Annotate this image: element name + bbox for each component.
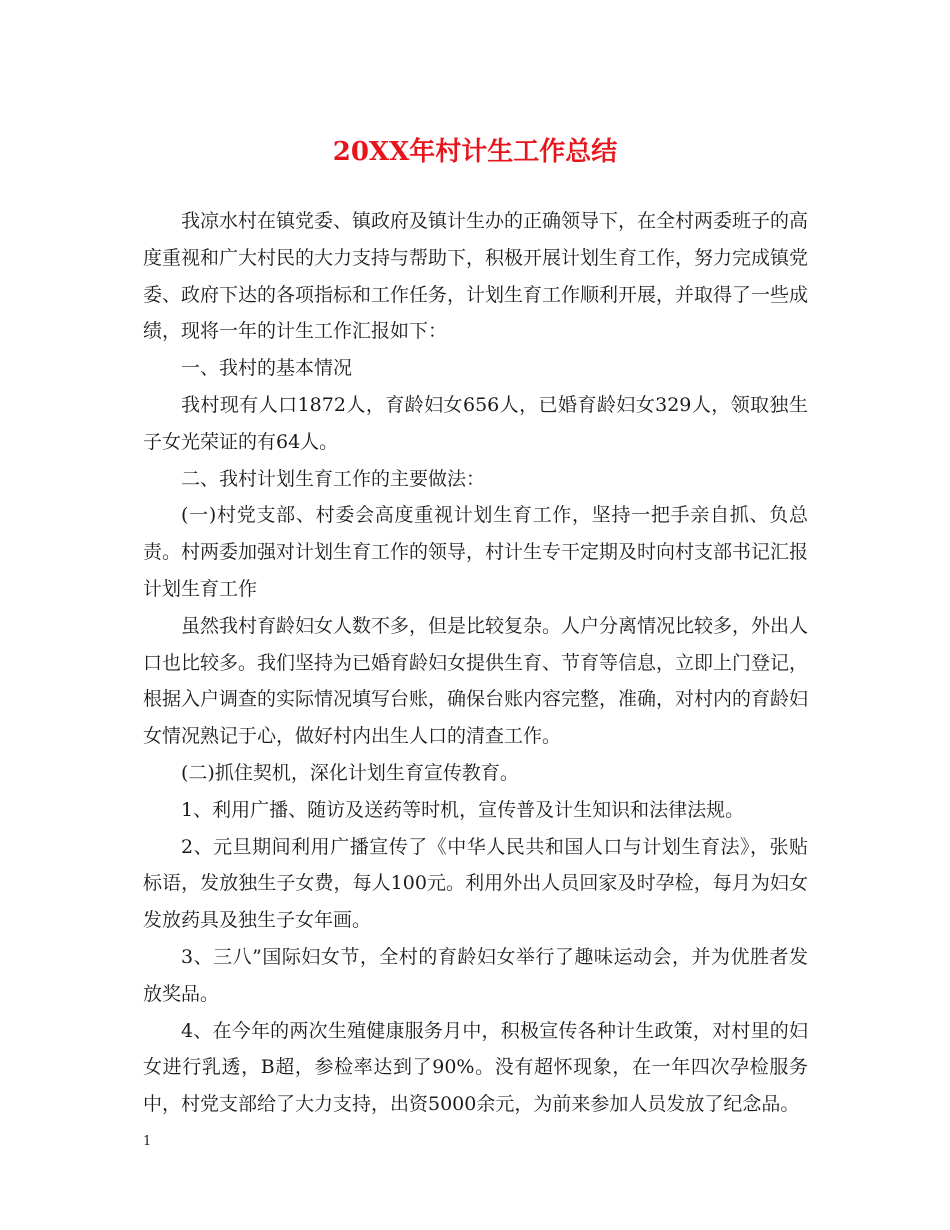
document-title: 20XX年村计生工作总结 [332,137,618,167]
list-item-1: 1、利用广播、随访及送药等时机，宣传普及计生知识和法律法规。 [181,798,745,821]
heading-main-practices: 二、我村计划生育工作的主要做法： [181,467,486,490]
paragraph-registration: 虽然我村育龄妇女人数不多，但是比较复杂。人户分离情况比较多，外出人口也比较多。我们坚持为已婚育龄妇女提供生育、节育等信息，立即上门登记，根据入户调查的实际情况填写台账，确保台账内容完整，准确，对村内的育龄妇女情况熟记于心，做好村内出生人口的清查工作。 [143,614,809,748]
paragraph-intro: 我凉水村在镇党委、镇政府及镇计生办的正确领导下，在全村两委班子的高度重视和广大村民的大力支持与帮助下，积极开展计划生育工作，努力完成镇党委、政府下达的各项指标和工作任务，计划生育工作顺利开展，并取得了一些成绩，现将一年的计生工作汇报如下： [143,210,809,343]
list-item-2: 2、元旦期间利用广播宣传了《中华人民共和国人口与计划生育法》，张贴标语，发放独生子女费，每人100元。利用外出人员回家及时孕检，每月为妇女发放药具及独生子女年画。 [143,835,808,932]
document-body [143,203,808,1123]
list-item-4: 4、在今年的两次生殖健康服务月中，积极宣传各种计生政策，对村里的妇女进行乳透，B超，参检率达到了90%。没有超怀现象，在一年四次孕检服务中，村党支部给了大力支持，出资5000余元，为前来参加人员发放了纪念品。 [143,1019,808,1116]
heading-publicity: (二)抓住契机，深化计划生育宣传教育。 [181,761,519,784]
page-number: 1 [143,1134,152,1149]
paragraph-leadership: (一)村党支部、村委会高度重视计划生育工作，坚持一把手亲自抓、负总责。村两委加强对计划生育工作的领导，村计生专干定期及时向村支部书记汇报计划生育工作 [143,504,809,600]
paragraph-population: 我村现有人口1872人，育龄妇女656人，已婚育龄妇女329人，领取独生子女光荣证的有64人。 [143,393,808,453]
list-item-3: 3、三八”国际妇女节，全村的育龄妇女举行了趣味运动会，并为优胜者发放奖品。 [143,945,808,1005]
heading-basic-situation: 一、我村的基本情况 [181,357,353,380]
